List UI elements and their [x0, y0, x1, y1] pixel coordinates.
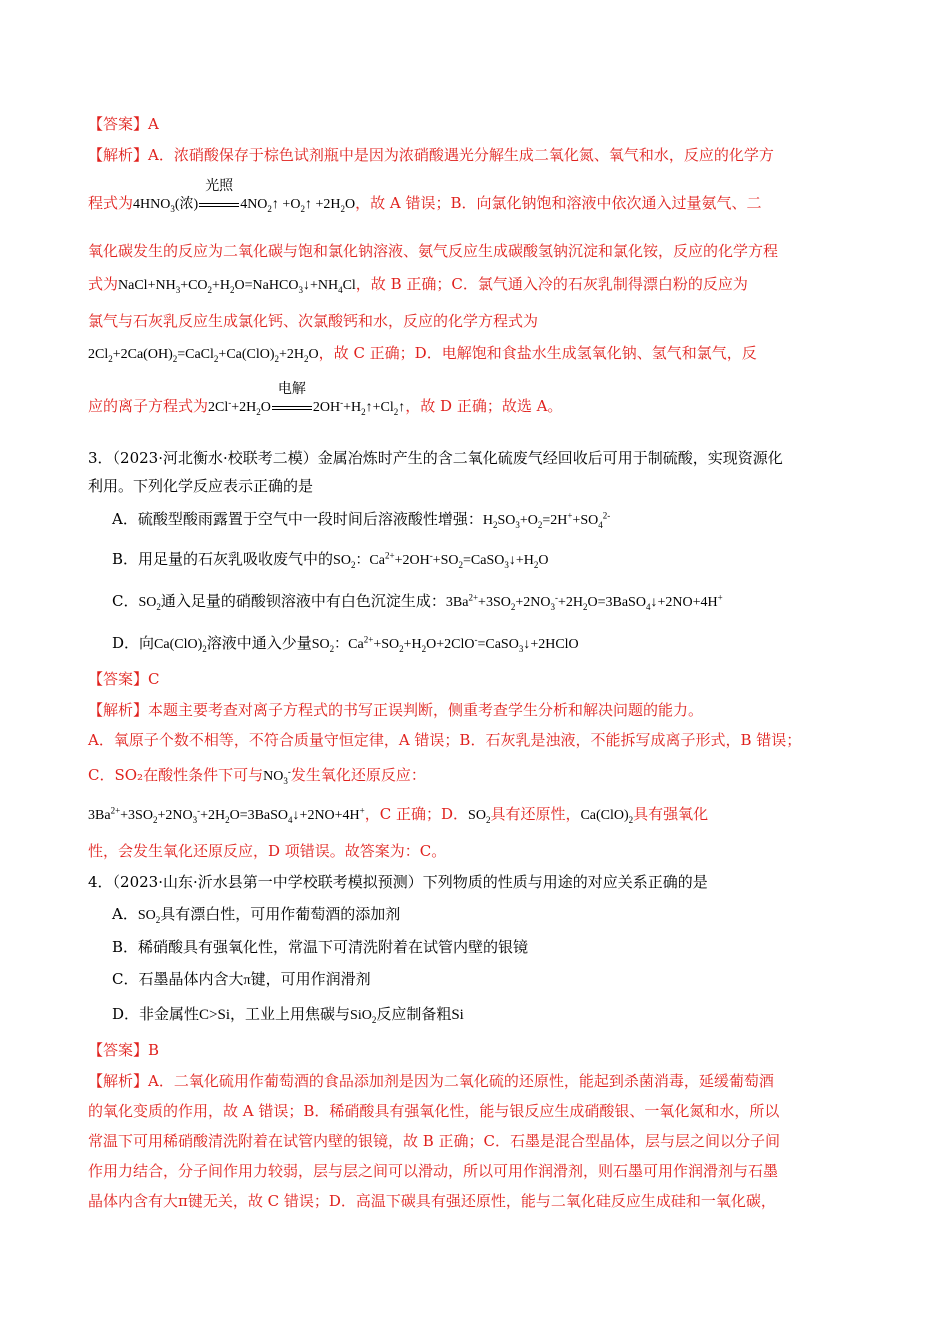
- q3-option-b: B．用足量的石灰乳吸收废气中的$SO_2$：$Ca^{2+}+2OH^-+SO_2=CaSO_3↓+H_2O$: [112, 550, 549, 570]
- q4-analysis-line3: 常温下可用稀硝酸清洗附着在试管内壁的银镜，故 B 正确；C．石墨是混合型晶体，层与层之间以分子间: [88, 1132, 781, 1150]
- q2-analysis-line6: $2Cl_2+2Ca(OH)_2=CaCl_2+Ca(ClO)_2+2H_2O$，故 C 正确；D．电解饱和食盐水生成氢氧化钠、氢气和氯气，反: [88, 344, 757, 364]
- q4-option-c: C．石墨晶体内含大π键，可用作润滑剂: [112, 970, 371, 988]
- q4-answer: 【答案】B: [88, 1041, 160, 1059]
- q2-analysis-line3: 氧化碳发生的反应为二氧化碳与饱和氯化钠溶液、氨气反应生成碳酸氢钠沉淀和氯化铵，反应的化学方程: [88, 242, 779, 260]
- q2-analysis-line4: 式为$NaCl+NH_3+CO_2+H_2O=NaHCO_3↓+NH_4Cl$，故 B 正确；C．氯气通入冷的石灰乳制得漂白粉的反应为: [88, 275, 748, 295]
- q2-analysis-line5: 氯气与石灰乳反应生成氯化钙、次氯酸钙和水，反应的化学方程式为: [88, 312, 539, 330]
- q2-analysis-line7: 应的离子方程式为$2Cl^-+2H_2O$ 电解 $2OH^-+H_2↑+Cl_2↑$，故 D 正确；故选 A。: [88, 382, 563, 417]
- q4-analysis-line2: 的氧化变质的作用，故 A 错误；B．稀硝酸具有强氧化性，能与银反应生成硝酸银、一氧化氮和水，所以: [88, 1102, 780, 1120]
- q3-analysis-a2: C．SO₂在酸性条件下可与$NO_3^-$发生氧化还原反应：: [88, 766, 426, 786]
- q2-answer: 【答案】A: [88, 115, 159, 133]
- equation-electrolysis: $2Cl^-+2H_2O$ 电解 $2OH^-+H_2↑+Cl_2↑$: [208, 382, 406, 417]
- q4-analysis-line1: 【解析】A．二氧化硫用作葡萄酒的食品添加剂是因为二氧化硫的还原性，能起到杀菌消毒，延缓葡萄酒: [88, 1072, 774, 1090]
- q2-analysis-line2: 程式为$4HNO_3$(浓) 光照 $4NO_2↑$ $+O_2↑ +2H_2O$，故 A 错误；B．向氯化钠饱和溶液中依次通入过量氨气、二: [88, 179, 762, 214]
- equation-hno3-decomposition: $4HNO_3$(浓) 光照 $4NO_2↑$ $+O_2↑ +2H_2O$: [133, 179, 356, 214]
- q3-stem-line1: 3．（2023·河北衡水·校联考二模）金属冶炼时产生的含二氧化硫废气经回收后可用于制硫酸，实现资源化: [88, 449, 783, 467]
- q4-analysis-line4: 作用力结合，分子间作用力较弱，层与层之间可以滑动，所以可用作润滑剂，则石墨可用作润滑剂与石墨: [88, 1162, 779, 1180]
- q3-option-c: C．$SO_2$通入足量的硝酸钡溶液中有白色沉淀生成：$3Ba^{2+}+3SO_2+2NO_3^-+2H_2O=3BaSO_4↓+2NO+4H^+$: [112, 592, 723, 612]
- equation-nahco3: $NaCl+NH_3+CO_2+H_2O=NaHCO_3↓+NH_4Cl$: [118, 278, 356, 295]
- q3-analysis-a1: A．氧原子个数不相等，不符合质量守恒定律，A 错误；B．石灰乳是浊液，不能拆写成离子形式，B 错误；: [88, 731, 802, 749]
- q3-answer: 【答案】C: [88, 670, 160, 688]
- q3-analysis: 【解析】本题主要考查对离子方程式的书写正误判断，侧重考查学生分析和解决问题的能力。: [88, 701, 704, 719]
- q3-option-d: D．向$Ca(ClO)_2$溶液中通入少量$SO_2$：$Ca^{2+}+SO_2+H_2O+2ClO^-=CaSO_3↓+2HClO$: [112, 634, 579, 654]
- q3-analysis-a4: 性，会发生氧化还原反应，D 项错误。故答案为：C。: [88, 842, 447, 860]
- equation-bleach: $2Cl_2+2Ca(OH)_2=CaCl_2+Ca(ClO)_2+2H_2O$: [88, 347, 319, 364]
- q4-option-d: D．非金属性C>Si，工业上用焦碳与SiO$_2$反应制备粗Si: [112, 1005, 464, 1025]
- q3-stem-line2: 利用。下列化学反应表示正确的是: [88, 477, 314, 495]
- q3-option-a: A．硫酸型酸雨露置于空气中一段时间后溶液酸性增强：$H_2SO_3+O_2=2H^++SO_4^{2-}$: [112, 510, 611, 530]
- q4-option-b: B．稀硝酸具有强氧化性，常温下可清洗附着在试管内壁的银镜: [112, 938, 529, 956]
- q4-option-a: A．$SO_2$具有漂白性，可用作葡萄酒的添加剂: [112, 905, 401, 925]
- q3-analysis-a3: $3Ba^{2+}+3SO_2+2NO_3^-+2H_2O=3BaSO_4↓+2NO+4H^+$，C 正确；D．$SO_2$具有还原性，$Ca(ClO)_2$具有强氧化: [88, 805, 709, 825]
- q4-stem: 4．（2023·山东·沂水县第一中学校联考模拟预测）下列物质的性质与用途的对应关系正确的是: [88, 873, 708, 891]
- q4-analysis-line5: 晶体内含有大π键无关，故 C 错误；D．高温下碳具有强还原性，能与二氧化硅反应生成硅和一氧化碳，: [88, 1192, 776, 1210]
- q2-analysis-line1: 【解析】A．浓硝酸保存于棕色试剂瓶中是因为浓硝酸遇光分解生成二氧化氮、氧气和水，反应的化学方: [88, 146, 774, 164]
